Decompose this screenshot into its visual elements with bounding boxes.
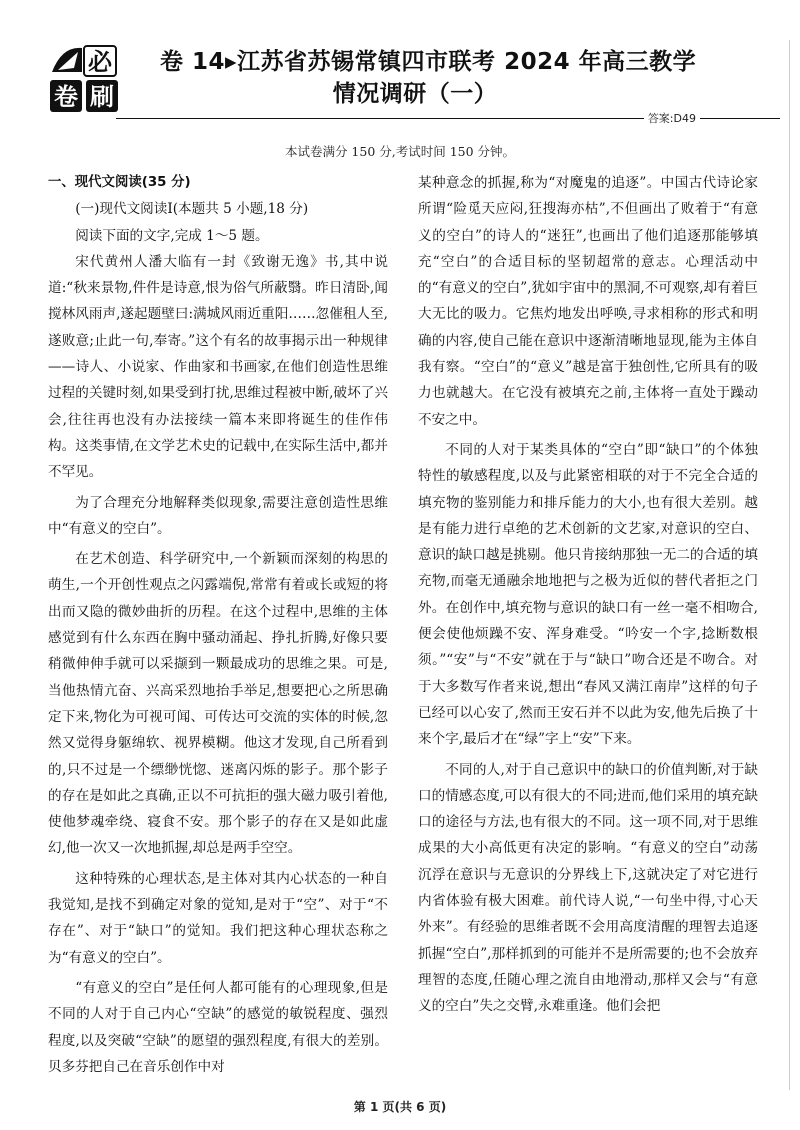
paragraph: 不同的人,对于自己意识中的缺口的价值判断,对于缺口的情感态度,可以有很大的不同;进而,他们采用的填充缺口的途径与方法,也有很大的不同。这一项不同,对于思维成果的大小高低更有决定的影响。“有意义的空白”动荡沉浮在意识与无意识的分界线上下,这就决定了对它进行内省体验有极大困难。前代诗人说,“一句坐中得,寸心天外来”。有经验的思维者既不会用高度清醒的理智去追逐抓握“空白”,那样抓到的可能并不是所需要的;也不会放弃理智的态度,任随心理之流自由地滑动,那样又会与“有意义的空白”失之交臂,永难重逢。他们会把 (418, 761, 758, 1015)
logo-char-shua: 刷 (90, 83, 114, 111)
page-footer: 第 1 页(共 6 页) (353, 1100, 447, 1114)
paragraph: 不同的人对于某类具体的“空白”即“缺口”的个体独特性的敏感程度,以及与此紧密相联的对于不完全合适的填充物的鉴别能力和排斥能力的大小,也有很大差别。越是有能力进行卓绝的艺术创新的文艺家,对意识的空白、意识的缺口越是挑剔。他只肯接纳那独一无二的合适的填充物,而毫无通融余地地把与之极为近似的替代者拒之门外。在创作中,填充物与意识的缺口有一丝一毫不相吻合,便会使他烦躁不安、浑身难受。“吟安一个字,捻断数根须。”“安”与“不安”就在于与“缺口”吻合还是不吻合。对于大多数写作者来说,想出“春风又满江南岸”这样的句子已经可以心安了,然而王安石并不以此为安,他先后换了十来个字,最后才在“绿”字上“安”下来。 (418, 441, 758, 748)
paragraph: 这种特殊的心理状态,是主体对其内心状态的一种自我觉知,是找不到确定对象的觉知,是对于“空”、对于“不存在”、对于“缺口”的觉知。我们把这种心理状态称之为“有意义的空白”。 (48, 870, 388, 966)
exam-title (160, 46, 760, 110)
paragraph: 在艺术创造、科学研究中,一个新颖而深刻的构思的萌生,一个开创性观点之闪露端倪,常常有着或长或短的将出而又隐的微妙曲折的历程。在这个过程中,思维的主体感觉到有什么东西在胸中骚动涌起、挣扎折腾,好像只要稍微伸伸手就可以采撷到一颗最成功的思维之果。可是,当他热情亢奋、兴高采烈地抬手举足,想要把心之所思确定下来,物化为可视可闻、可传达可交流的实体的时候,忽然又觉得身躯绵软、视界模糊。他这才发现,自己所看到的,只不过是一个缥缈恍惚、迷离闪烁的影子。那个影子的存在是如此之真确,正以不可抗拒的强大磁力吸引着他,使他梦魂牵绕、寝食不安。那个影子的存在又是如此虚幻,他一次又一次地抓握,却总是两手空空。 (48, 551, 388, 857)
exam-title-line1: 卷 14▸江苏省苏锡常镇四市联考 2024 年高三教学 (160, 49, 697, 75)
paragraph: 某种意念的抓握,称为“对魔鬼的追逐”。中国古代诗论家所谓“险觅天应闷,狂搜海亦枯”,不但画出了败着于“有意义的空白”的诗人的“迷狂”,也画出了他们追逐那能够填充“空白”的合适目标的坚韧超常的意志。心理活动中的“有意义的空白”,犹如宇宙中的黑洞,不可观察,却有着巨大无比的吸力。它焦灼地发出呼唤,寻求相称的形式和明确的内容,使自己能在意识中逐渐清晰地显现,能为主体自我有察。“空白”的“意义”越是富于独创性,它所具有的吸力也就越大。在它没有被填充之前,主体将一直处于躁动不安之中。 (418, 175, 758, 428)
exam-info: 本试卷满分 150 分,考试时间 150 分钟。 (284, 144, 516, 159)
subsection-title: (一)现代文阅读Ⅰ(本题共 5 小题,18 分) (75, 201, 309, 218)
right-column (418, 170, 758, 1020)
exam-title-line2: 情况调研（一） (332, 81, 498, 107)
logo-char-bi: 必 (88, 48, 112, 76)
logo-char-juan: 卷 (54, 83, 78, 111)
page-header (40, 40, 760, 125)
section-title: 一、现代文阅读(35 分) (48, 175, 191, 190)
left-column (48, 170, 388, 1080)
paragraph: 宋代黄州人潘大临有一封《致谢无逸》书,其中说道:“秋来景物,件件是诗意,恨为俗气所蔽翳。昨日清卧,闻搅林风雨声,遂起题壁曰:满城风雨近重阳……忽催租人至,遂败意;止此一句,奉寄。”这个有名的故事揭示出一种规律——诗人、小说家、作曲家和书画家,在他们创造性思维过程的关键时刻,如果受到打扰,思维过程被中断,破坏了兴会,往往再也没有办法接续一篇本来即将诞生的佳作伟构。这类事情,在文学艺术史的记载中,在实际生活中,都并不罕见。 (48, 253, 388, 481)
page-edge-line (789, 40, 790, 1090)
paragraph: 为了合理充分地解释类似现象,需要注意创造性思维中“有意义的空白”。 (48, 494, 388, 537)
paragraph: “有意义的空白”是任何人都可能有的心理现象,但是不同的人对于自己内心“空缺”的感觉的敏锐程度、强烈程度,以及突破“空缺”的愿望的强烈程度,有很大的差别。贝多芬把自己在音乐创作中对 (48, 979, 388, 1075)
reading-instruction: 阅读下面的文字,完成 1～5 题。 (75, 227, 269, 244)
answer-code: 答案:D49 (644, 110, 700, 126)
